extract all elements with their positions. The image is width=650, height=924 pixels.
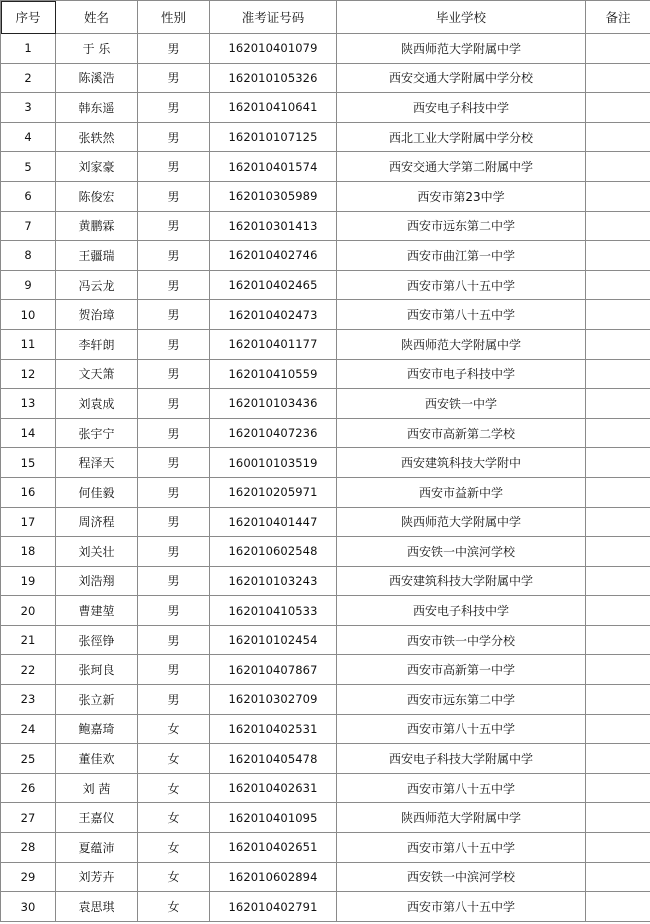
remarks-cell[interactable] [586, 418, 650, 448]
table-row [1, 625, 650, 655]
table-row [1, 862, 650, 892]
gender-cell[interactable]: 女 [138, 862, 210, 892]
school-cell[interactable]: 西安市第八十五中学 [337, 300, 586, 330]
serial-number-cell[interactable]: 13 [1, 389, 56, 419]
gender-cell[interactable]: 男 [138, 596, 210, 626]
school-cell[interactable]: 西安建筑科技大学附中 [337, 448, 586, 478]
school-cell[interactable]: 西安市第八十五中学 [337, 833, 586, 863]
name-cell[interactable]: 曹建堃 [56, 596, 138, 626]
exam-id-cell[interactable]: 162010405478 [210, 744, 337, 774]
exam-id-cell[interactable]: 162010402791 [210, 892, 337, 922]
name-cell[interactable]: 刘浩翔 [56, 566, 138, 596]
exam-id-cell[interactable]: 162010402746 [210, 241, 337, 271]
serial-number-cell[interactable]: 21 [1, 625, 56, 655]
gender-cell[interactable]: 男 [138, 270, 210, 300]
exam-id-cell[interactable]: 162010410641 [210, 93, 337, 123]
remarks-cell[interactable] [586, 241, 650, 271]
school-cell[interactable]: 西安市电子科技中学 [337, 359, 586, 389]
remarks-cell[interactable] [586, 152, 650, 182]
table-row [1, 803, 650, 833]
table-row [1, 773, 650, 803]
serial-number-cell[interactable]: 29 [1, 862, 56, 892]
gender-cell[interactable]: 女 [138, 892, 210, 922]
serial-number-cell[interactable]: 2 [1, 63, 56, 93]
table-row [1, 359, 650, 389]
table-body [1, 34, 650, 922]
exam-id-cell[interactable]: 162010407236 [210, 418, 337, 448]
gender-cell[interactable]: 男 [138, 93, 210, 123]
exam-id-cell[interactable]: 162010105326 [210, 63, 337, 93]
table-row [1, 685, 650, 715]
gender-cell[interactable]: 女 [138, 803, 210, 833]
header-remarks[interactable]: 备注 [586, 1, 650, 34]
serial-number-cell[interactable]: 8 [1, 241, 56, 271]
name-cell[interactable]: 周济程 [56, 507, 138, 537]
exam-id-cell[interactable]: 160010103519 [210, 448, 337, 478]
header-name[interactable]: 姓名 [56, 1, 138, 34]
gender-cell[interactable]: 男 [138, 181, 210, 211]
name-cell[interactable]: 张立新 [56, 685, 138, 715]
exam-id-cell[interactable]: 162010205971 [210, 477, 337, 507]
school-cell[interactable]: 西安市第八十五中学 [337, 270, 586, 300]
exam-id-cell[interactable]: 162010402465 [210, 270, 337, 300]
exam-id-cell[interactable]: 162010305989 [210, 181, 337, 211]
exam-id-cell[interactable]: 162010410533 [210, 596, 337, 626]
school-cell[interactable]: 西安市曲江第一中学 [337, 241, 586, 271]
table-row [1, 418, 650, 448]
name-cell[interactable]: 鲍嘉琦 [56, 714, 138, 744]
exam-id-cell[interactable]: 162010401177 [210, 329, 337, 359]
school-cell[interactable]: 西安市高新第一中学 [337, 655, 586, 685]
gender-cell[interactable]: 男 [138, 448, 210, 478]
serial-number-cell[interactable]: 3 [1, 93, 56, 123]
name-cell[interactable]: 陈溪浩 [56, 63, 138, 93]
serial-number-cell[interactable]: 20 [1, 596, 56, 626]
name-cell[interactable]: 何佳毅 [56, 477, 138, 507]
gender-cell[interactable]: 男 [138, 122, 210, 152]
remarks-cell[interactable] [586, 122, 650, 152]
school-cell[interactable]: 陕西师范大学附属中学 [337, 329, 586, 359]
name-cell[interactable]: 文天箫 [56, 359, 138, 389]
table-row [1, 122, 650, 152]
serial-number-cell[interactable]: 26 [1, 773, 56, 803]
serial-number-cell[interactable]: 27 [1, 803, 56, 833]
table-row [1, 241, 650, 271]
name-cell[interactable]: 张宇宁 [56, 418, 138, 448]
header-exam-id[interactable]: 准考证号码 [210, 1, 337, 34]
school-cell[interactable]: 西安市益新中学 [337, 477, 586, 507]
table-row [1, 477, 650, 507]
serial-number-cell[interactable]: 25 [1, 744, 56, 774]
remarks-cell[interactable] [586, 862, 650, 892]
school-cell[interactable]: 西安市高新第二学校 [337, 418, 586, 448]
remarks-cell[interactable] [586, 329, 650, 359]
gender-cell[interactable]: 男 [138, 34, 210, 64]
exam-id-cell[interactable]: 162010407867 [210, 655, 337, 685]
table-row [1, 596, 650, 626]
gender-cell[interactable]: 男 [138, 685, 210, 715]
exam-id-cell[interactable]: 162010410559 [210, 359, 337, 389]
header-serial-number[interactable]: 序号 [1, 1, 56, 34]
gender-cell[interactable]: 男 [138, 241, 210, 271]
school-cell[interactable]: 陕西师范大学附属中学 [337, 803, 586, 833]
table-row [1, 181, 650, 211]
gender-cell[interactable]: 男 [138, 625, 210, 655]
table-row [1, 448, 650, 478]
gender-cell[interactable]: 男 [138, 418, 210, 448]
serial-number-cell[interactable]: 17 [1, 507, 56, 537]
school-cell[interactable]: 西安铁一中学 [337, 389, 586, 419]
school-cell[interactable]: 西北工业大学附属中学分校 [337, 122, 586, 152]
remarks-cell[interactable] [586, 714, 650, 744]
remarks-cell[interactable] [586, 448, 650, 478]
remarks-cell[interactable] [586, 270, 650, 300]
serial-number-cell[interactable]: 19 [1, 566, 56, 596]
serial-number-cell[interactable]: 9 [1, 270, 56, 300]
name-cell[interactable]: 李轩朗 [56, 329, 138, 359]
remarks-cell[interactable] [586, 803, 650, 833]
remarks-cell[interactable] [586, 685, 650, 715]
school-cell[interactable]: 西安市第八十五中学 [337, 892, 586, 922]
exam-id-cell[interactable]: 162010401079 [210, 34, 337, 64]
exam-id-cell[interactable]: 162010401574 [210, 152, 337, 182]
gender-cell[interactable]: 男 [138, 537, 210, 567]
name-cell[interactable]: 王嘉仪 [56, 803, 138, 833]
remarks-cell[interactable] [586, 655, 650, 685]
name-cell[interactable]: 程泽天 [56, 448, 138, 478]
remarks-cell[interactable] [586, 744, 650, 774]
table-row [1, 152, 650, 182]
school-cell[interactable]: 陕西师范大学附属中学 [337, 34, 586, 64]
serial-number-cell[interactable]: 15 [1, 448, 56, 478]
name-cell[interactable]: 于 乐 [56, 34, 138, 64]
gender-cell[interactable]: 男 [138, 477, 210, 507]
serial-number-cell[interactable]: 1 [1, 34, 56, 64]
gender-cell[interactable]: 男 [138, 329, 210, 359]
name-cell[interactable]: 董佳欢 [56, 744, 138, 774]
remarks-cell[interactable] [586, 181, 650, 211]
gender-cell[interactable]: 女 [138, 714, 210, 744]
exam-id-cell[interactable]: 162010301413 [210, 211, 337, 241]
school-cell[interactable]: 西安市铁一中学分校 [337, 625, 586, 655]
exam-id-cell[interactable]: 162010402473 [210, 300, 337, 330]
serial-number-cell[interactable]: 5 [1, 152, 56, 182]
school-cell[interactable]: 西安电子科技中学 [337, 93, 586, 123]
remarks-cell[interactable] [586, 93, 650, 123]
gender-cell[interactable]: 男 [138, 655, 210, 685]
school-cell[interactable]: 西安市远东第二中学 [337, 685, 586, 715]
name-cell[interactable]: 袁思琪 [56, 892, 138, 922]
table-row [1, 507, 650, 537]
gender-cell[interactable]: 女 [138, 773, 210, 803]
school-cell[interactable]: 西安交通大学第二附属中学 [337, 152, 586, 182]
name-cell[interactable]: 刘家豪 [56, 152, 138, 182]
serial-number-cell[interactable]: 10 [1, 300, 56, 330]
name-cell[interactable]: 刘芳卉 [56, 862, 138, 892]
name-cell[interactable]: 韩东遥 [56, 93, 138, 123]
table-row [1, 211, 650, 241]
exam-id-cell[interactable]: 162010302709 [210, 685, 337, 715]
remarks-cell[interactable] [586, 359, 650, 389]
serial-number-cell[interactable]: 4 [1, 122, 56, 152]
remarks-cell[interactable] [586, 566, 650, 596]
name-cell[interactable]: 刘关壮 [56, 537, 138, 567]
name-cell[interactable]: 黄鹏霖 [56, 211, 138, 241]
gender-cell[interactable]: 男 [138, 63, 210, 93]
serial-number-cell[interactable]: 7 [1, 211, 56, 241]
remarks-cell[interactable] [586, 63, 650, 93]
table-row [1, 93, 650, 123]
table-row [1, 744, 650, 774]
gender-cell[interactable]: 男 [138, 566, 210, 596]
table-row [1, 655, 650, 685]
remarks-cell[interactable] [586, 211, 650, 241]
name-cell[interactable]: 陈俊宏 [56, 181, 138, 211]
exam-id-cell[interactable]: 162010401447 [210, 507, 337, 537]
table-row [1, 63, 650, 93]
serial-number-cell[interactable]: 12 [1, 359, 56, 389]
gender-cell[interactable]: 男 [138, 389, 210, 419]
serial-number-cell[interactable]: 22 [1, 655, 56, 685]
school-cell[interactable]: 西安铁一中滨河学校 [337, 537, 586, 567]
table-row [1, 566, 650, 596]
name-cell[interactable]: 贺治璋 [56, 300, 138, 330]
gender-cell[interactable]: 女 [138, 833, 210, 863]
school-cell[interactable]: 西安市第八十五中学 [337, 714, 586, 744]
serial-number-cell[interactable]: 24 [1, 714, 56, 744]
gender-cell[interactable]: 男 [138, 507, 210, 537]
remarks-cell[interactable] [586, 773, 650, 803]
serial-number-cell[interactable]: 11 [1, 329, 56, 359]
serial-number-cell[interactable]: 28 [1, 833, 56, 863]
remarks-cell[interactable] [586, 537, 650, 567]
name-cell[interactable]: 刘 茜 [56, 773, 138, 803]
exam-id-cell[interactable]: 162010402631 [210, 773, 337, 803]
serial-number-cell[interactable]: 16 [1, 477, 56, 507]
school-cell[interactable]: 西安建筑科技大学附属中学 [337, 566, 586, 596]
remarks-cell[interactable] [586, 596, 650, 626]
school-cell[interactable]: 西安铁一中滨河学校 [337, 862, 586, 892]
gender-cell[interactable]: 男 [138, 300, 210, 330]
remarks-cell[interactable] [586, 892, 650, 922]
exam-id-cell[interactable]: 162010402651 [210, 833, 337, 863]
remarks-cell[interactable] [586, 300, 650, 330]
serial-number-cell[interactable]: 30 [1, 892, 56, 922]
school-cell[interactable]: 西安交通大学附属中学分校 [337, 63, 586, 93]
table-row [1, 714, 650, 744]
remarks-cell[interactable] [586, 625, 650, 655]
table-row [1, 300, 650, 330]
remarks-cell[interactable] [586, 833, 650, 863]
header-gender[interactable]: 性别 [138, 1, 210, 34]
gender-cell[interactable]: 男 [138, 211, 210, 241]
remarks-cell[interactable] [586, 477, 650, 507]
school-cell[interactable]: 陕西师范大学附属中学 [337, 507, 586, 537]
table-row [1, 270, 650, 300]
serial-number-cell[interactable]: 18 [1, 537, 56, 567]
exam-id-cell[interactable]: 162010102454 [210, 625, 337, 655]
table-row [1, 389, 650, 419]
remarks-cell[interactable] [586, 34, 650, 64]
header-school[interactable]: 毕业学校 [337, 1, 586, 34]
exam-id-cell[interactable]: 162010602894 [210, 862, 337, 892]
name-cell[interactable]: 冯云龙 [56, 270, 138, 300]
exam-id-cell[interactable]: 162010401095 [210, 803, 337, 833]
school-cell[interactable]: 西安市第八十五中学 [337, 773, 586, 803]
gender-cell[interactable]: 男 [138, 359, 210, 389]
table-header-row [1, 1, 650, 34]
school-cell[interactable]: 西安电子科技中学 [337, 596, 586, 626]
gender-cell[interactable]: 男 [138, 152, 210, 182]
name-cell[interactable]: 张珂良 [56, 655, 138, 685]
exam-id-cell[interactable]: 162010103243 [210, 566, 337, 596]
gender-cell[interactable]: 女 [138, 744, 210, 774]
exam-id-cell[interactable]: 162010402531 [210, 714, 337, 744]
table-row [1, 329, 650, 359]
school-cell[interactable]: 西安市远东第二中学 [337, 211, 586, 241]
name-cell[interactable]: 张轶然 [56, 122, 138, 152]
exam-id-cell[interactable]: 162010107125 [210, 122, 337, 152]
exam-id-cell[interactable]: 162010602548 [210, 537, 337, 567]
table-row [1, 833, 650, 863]
exam-id-cell[interactable]: 162010103436 [210, 389, 337, 419]
name-cell[interactable]: 刘袁成 [56, 389, 138, 419]
school-cell[interactable]: 西安电子科技大学附属中学 [337, 744, 586, 774]
school-cell[interactable]: 西安市第23中学 [337, 181, 586, 211]
remarks-cell[interactable] [586, 389, 650, 419]
table-row [1, 34, 650, 64]
name-cell[interactable]: 夏蕴沛 [56, 833, 138, 863]
remarks-cell[interactable] [586, 507, 650, 537]
table-row [1, 537, 650, 567]
serial-number-cell[interactable]: 23 [1, 685, 56, 715]
name-cell[interactable]: 王疆瑞 [56, 241, 138, 271]
name-cell[interactable]: 张徑铮 [56, 625, 138, 655]
serial-number-cell[interactable]: 6 [1, 181, 56, 211]
table-row [1, 892, 650, 922]
serial-number-cell[interactable]: 14 [1, 418, 56, 448]
